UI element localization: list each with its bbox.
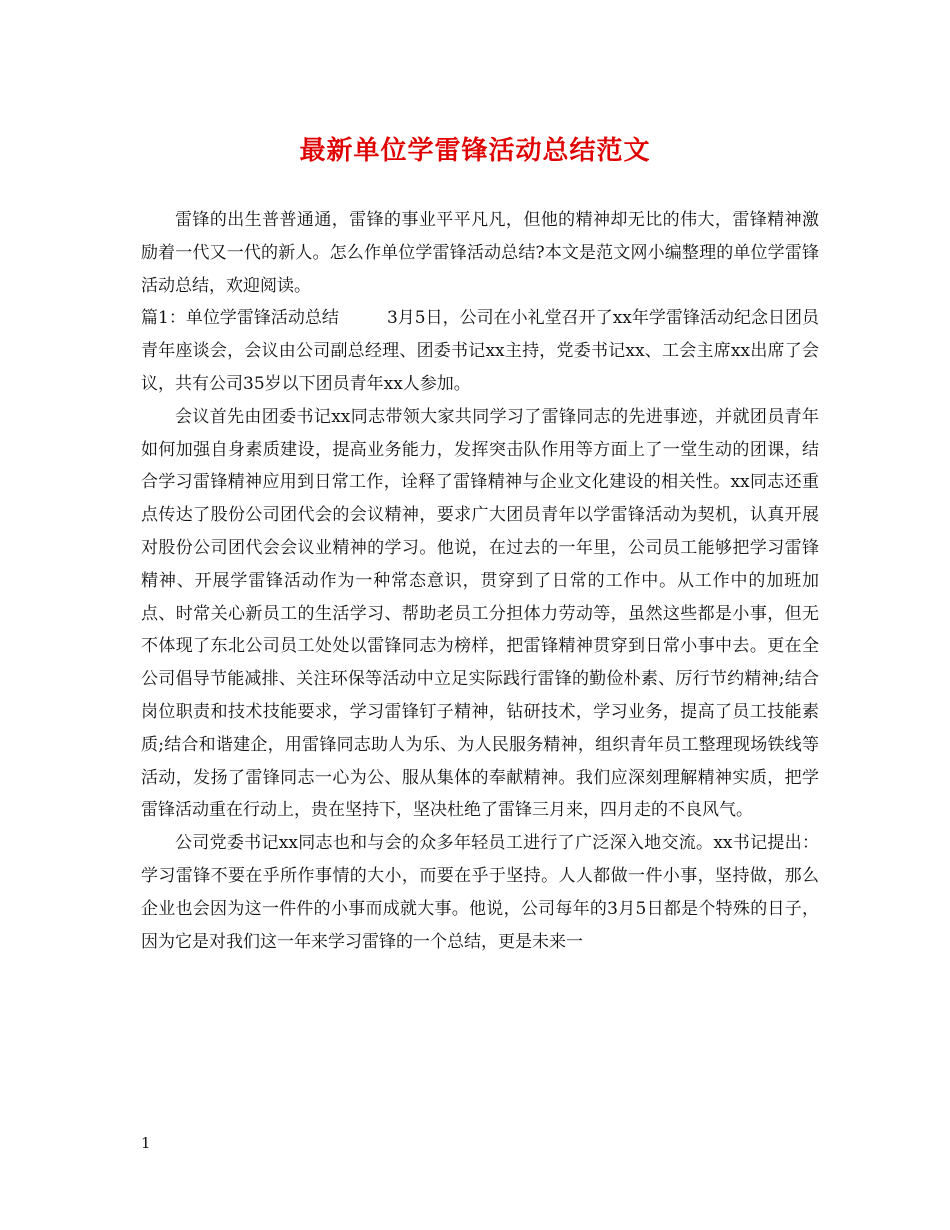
document-body — [141, 204, 819, 958]
intro-paragraph: 雷锋的出生普普通通，雷锋的事业平平凡凡，但他的精神却无比的伟大，雷锋精神激励着一代又一代的新人。怎么作单位学雷锋活动总结?本文是范文网小编整理的单位学雷锋活动总结，欢迎阅读。 — [141, 210, 819, 296]
section-1-paragraph — [141, 302, 819, 400]
section-1-heading: 篇1：单位学雷锋活动总结 — [141, 308, 339, 329]
secretary-paragraph: 公司党委书记xx同志也和与会的众多年轻员工进行了广泛深入地交流。xx书记提出：学习雷锋不要在乎所作事情的大小，而要在乎于坚持。人人都做一件小事，坚持做，那么企业也会因为这一件件的小事而成就大事。他说，公司每年的3月5日都是个特殊的日子，因为它是对我们这一年来学习雷锋的一个总结，更是未来一 — [141, 833, 819, 952]
document-title: 最新单位学雷锋活动总结范文 — [299, 136, 651, 166]
page-number: 1 — [141, 1134, 151, 1152]
meeting-paragraph: 会议首先由团委书记xx同志带领大家共同学习了雷锋同志的先进事迹，并就团员青年如何加强自身素质建设，提高业务能力，发挥突击队作用等方面上了一堂生动的团课，结合学习雷锋精神应用到日常工作，诠释了雷锋精神与企业文化建设的相关性。xx同志还重点传达了股份公司团代会的会议精神，要求广大团员青年以学雷锋活动为契机，认真开展对股份公司团代会会议业精神的学习。他说，在过去的一年里，公司员工能够把学习雷锋精神、开展学雷锋活动作为一种常态意识，贯穿到了日常的工作中。从工作中的加班加点、时常关心新员工的生活学习、帮助老员工分担体力劳动等，虽然这些都是小事，但无不体现了东北公司员工处处以雷锋同志为榜样，把雷锋精神贯穿到日常小事中去。更在全公司倡导节能减排、关注环保等活动中立足实际践行雷锋的勤俭朴素、厉行节约精神;结合岗位职责和技术技能要求，学习雷锋钉子精神，钻研技术，学习业务，提高了员工技能素质;结合和谐建企，用雷锋同志助人为乐、为人民服务精神，组织青年员工整理现场铁线等活动，发扬了雷锋同志一心为公、服从集体的奉献精神。我们应深刻理解精神实质，把学雷锋活动重在行动上，贵在坚持下，坚决杜绝了雷锋三月来，四月走的不良风气。 — [141, 406, 819, 821]
section-1-text: 3月5日，公司在小礼堂召开了xx年学雷锋活动纪念日团员青年座谈会，会议由公司副总经理、团委书记xx主持，党委书记xx、工会主席xx出席了会议，共有公司35岁以下团员青年xx人参加。 — [141, 308, 819, 394]
